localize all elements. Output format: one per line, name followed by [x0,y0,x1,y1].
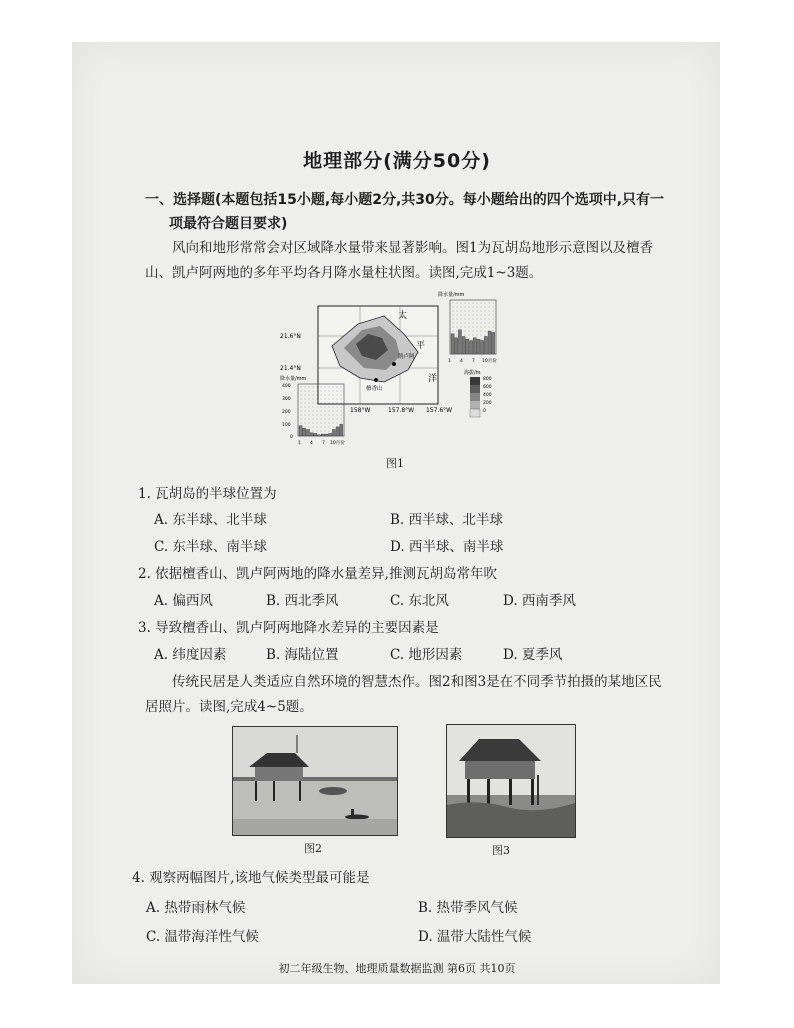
legend-swatch-2 [470,385,480,393]
honolulu-bar-9 [329,433,332,436]
honolulu-bar-2 [303,428,306,436]
figure-1-caption: 图1 [386,457,404,470]
kailua-bar-9 [481,341,484,355]
intro-paragraph-2: 传统民居是人类适应自然环境的智慧杰作。图2和图3是在不同季节拍摄的某地区民居照片。读图,完成4~5题。 [145,674,662,715]
question-1-option-b[interactable]: B. 西半球、北半球 [390,512,504,528]
kailua-dot [392,362,396,366]
honolulu-month-4: 4 [310,441,313,446]
question-2-stem: 2. 依据檀香山、凯卢阿两地的降水量差异,推测瓦胡岛常年吹 [138,566,497,582]
legend-swatch-3 [470,393,480,401]
page-title: 地理部分(满分50分) [303,150,491,172]
figure-2-photo [232,726,398,836]
elevation-legend [464,369,492,417]
legend-value-2: 600 [483,385,492,390]
lon-label-3: 157.6°W [426,407,453,414]
honolulu-label: 檀香山 [366,386,383,392]
kailua-month-4: 4 [460,359,463,364]
kailua-bar-3 [458,330,461,354]
honolulu-bar-1 [299,426,302,436]
honolulu-bar-12 [340,424,343,436]
legend-value-1: 800 [483,377,492,382]
figure-1 [280,286,500,448]
honolulu-precip-chart [280,375,345,446]
question-3-option-b[interactable]: B. 海陆位置 [266,647,339,663]
kailua-bar-11 [488,331,491,354]
figure-3-caption: 图3 [492,844,510,857]
question-1-stem: 1. 瓦胡岛的半球位置为 [138,486,277,502]
honolulu-tick-100: 100 [282,423,291,428]
honolulu-month-1: 1 [298,441,301,446]
legend-swatch-5 [470,409,480,417]
kailua-month-10: 10月份 [482,359,497,364]
kailua-month-1: 1 [448,359,451,364]
kailua-bar-8 [477,339,480,354]
question-2-option-a[interactable]: A. 偏西风 [154,593,213,609]
kailua-bar-4 [462,336,465,354]
honolulu-bar-5 [314,433,317,436]
ocean-char-3: 洋 [428,374,438,384]
question-4-option-c[interactable]: C. 温带海洋性气候 [146,929,259,945]
kailua-bar-6 [470,341,473,355]
kailua-month-7: 7 [472,359,475,364]
kailua-bar-1 [451,334,454,354]
question-2-option-c[interactable]: C. 东北风 [390,593,449,609]
honolulu-month-10: 10月份 [330,441,345,446]
ocean-char-2: 平 [416,341,426,351]
figure-3-photo [446,724,576,838]
figure-2-caption: 图2 [304,842,322,855]
honolulu-tick-200: 200 [282,410,291,415]
question-4-option-a[interactable]: A. 热带雨林气候 [146,900,246,916]
honolulu-bar-11 [336,427,339,436]
kailua-label: 凯卢阿 [398,354,415,360]
kailua-precip-chart [438,291,497,364]
legend-swatch-1 [470,377,480,385]
question-4-stem: 4. 观察两幅图片,该地气候类型最可能是 [132,870,370,886]
legend-value-5: 0 [483,409,486,414]
kailua-bar-7 [473,338,476,354]
honolulu-chart-unit: 降水量/mm [280,376,307,382]
honolulu-month-7: 7 [322,441,325,446]
question-2-option-b[interactable]: B. 西北季风 [266,593,339,609]
question-2-option-d[interactable]: D. 西南季风 [503,593,576,609]
honolulu-bar-7 [321,434,324,436]
question-3-stem: 3. 导致檀香山、凯卢阿两地降水差异的主要因素是 [138,620,439,636]
question-3-option-a[interactable]: A. 纬度因素 [154,647,227,663]
honolulu-bar-6 [318,435,321,436]
honolulu-bar-3 [306,430,309,437]
section-heading-line2: 项最符合题目要求) [169,216,288,232]
intro-paragraph-1: 风向和地形常常会对区域降水量带来显著影响。图1为瓦胡岛地形示意图以及檀香山、凯卢阿两地的多年平均各月降水量柱状图。读图,完成1~3题。 [145,240,654,281]
section-heading-line1: 一、选择题(本题包括15小题,每小题2分,共30分。每小题给出的四个选项中,只有一 [145,192,665,208]
legend-value-3: 400 [483,393,492,398]
question-1-option-c[interactable]: C. 东半球、南半球 [154,539,267,555]
honolulu-tick-400: 400 [282,384,291,389]
lat-label-top: 21.6°N [280,333,301,340]
section-heading [145,188,665,236]
honolulu-bar-4 [310,433,313,436]
question-3-option-c[interactable]: C. 地形因素 [390,647,463,663]
question-4-option-b[interactable]: B. 热带季风气候 [418,900,518,916]
kailua-bar-2 [455,338,458,354]
lon-label-1: 158°W [350,407,371,414]
question-1-option-d[interactable]: D. 西半球、南半球 [390,539,504,555]
kailua-bar-12 [492,332,495,354]
page-footer: 初二年级生物、地理质量数据监测 第6页 共10页 [278,962,516,975]
honolulu-tick-300: 300 [282,397,291,402]
honolulu-tick-0: 0 [290,435,293,440]
honolulu-bar-10 [332,430,335,437]
legend-value-4: 200 [483,401,492,406]
ocean-char-1: 太 [398,311,408,321]
lon-label-2: 157.8°W [388,407,415,414]
honolulu-bar-8 [325,434,328,436]
kailua-bar-10 [484,336,487,354]
question-1-option-a[interactable]: A. 东半球、北半球 [154,512,267,528]
legend-title: 海拔/m [464,370,481,376]
honolulu-dot [374,378,378,382]
kailua-bar-5 [466,339,469,354]
question-3-option-d[interactable]: D. 夏季风 [503,647,563,663]
lat-label-bottom: 21.4°N [280,365,301,372]
legend-swatch-4 [470,401,480,409]
question-4-option-d[interactable]: D. 温带大陆性气候 [418,929,532,945]
kailua-chart-unit: 降水量/mm [438,292,465,298]
